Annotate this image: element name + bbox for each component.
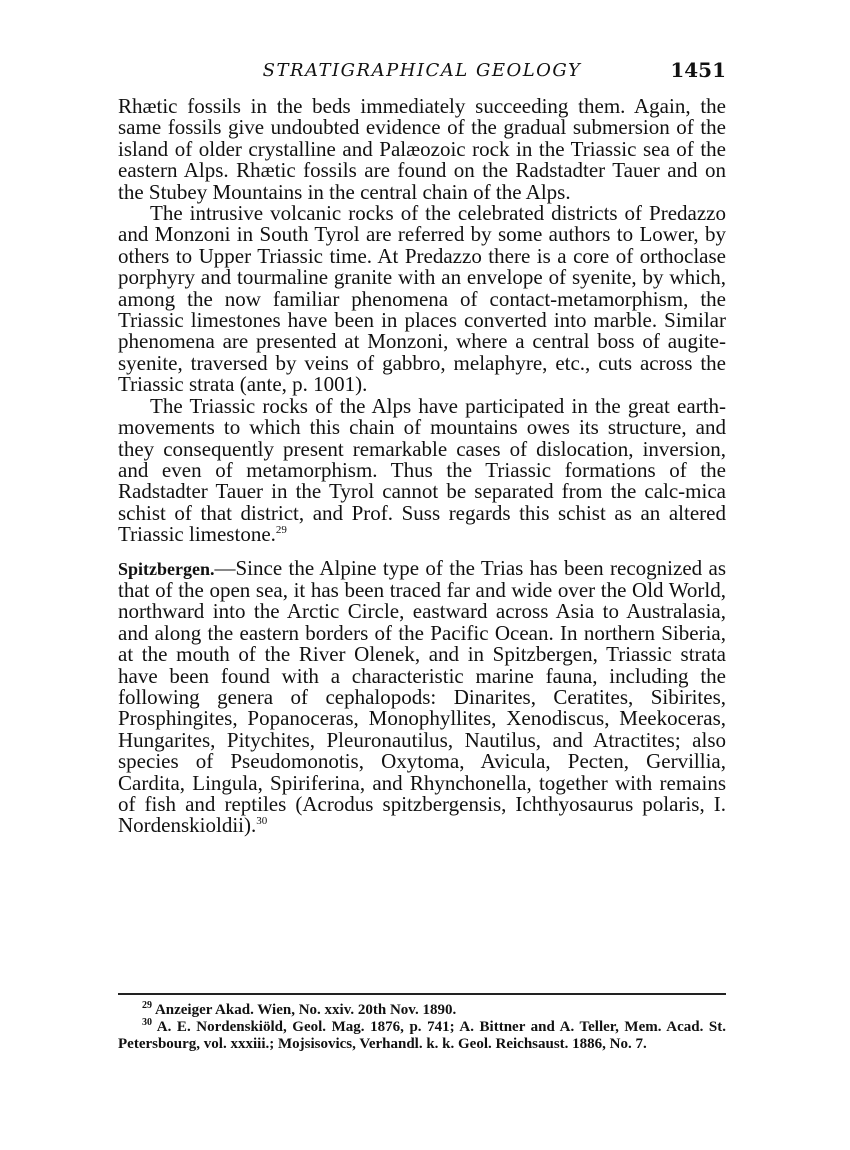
footnote-item — [118, 1002, 726, 1019]
paragraph-spitzbergen — [118, 555, 726, 838]
footnote-text: Anzeiger Akad. Wien, No. xxiv. 20th Nov. 1890. — [154, 1002, 457, 1018]
footnote-mark: 30 — [142, 1017, 152, 1028]
paragraph-predazzo-monzoni — [118, 203, 726, 396]
footnotes — [118, 1002, 726, 1053]
paragraph-rhaetic-continuation — [118, 96, 726, 203]
paragraph-alpine-earth-movements — [118, 393, 726, 547]
paragraph-text: The intrusive volcanic rocks of the celebrated districts of Predazzo and Monzoni in South Tyrol are referred by some authors to Lower, by others to Upper Triassic time. At Predazzo there is a core of orthoclase porphyry and tourmaline granite with an envelope of syenite, by which, among the now familiar phenomena of contact-metamorphism, the Triassic limestones have been in places converted into marble. Similar phenomena are presented at Monzoni, where a central boss of augite-syenite, traversed by veins of gabbro, melaphyre, etc., cuts across the Triassic strata (ante, p. 1001). — [118, 201, 726, 397]
footnote-reference[interactable]: 29 — [275, 524, 287, 537]
footnote-mark: 29 — [142, 1000, 152, 1011]
footnote-reference[interactable]: 30 — [256, 815, 268, 828]
page-header — [118, 60, 726, 90]
page-number: 1451 — [670, 58, 726, 82]
footnote-text: A. E. Nordenskiöld, Geol. Mag. 1876, p. 741; A. Bittner and A. Teller, Mem. Acad. St. Petersbourg, vol. xxxiii.; Mojsisovics, Verhandl. k. k. Geol. Reichsaust. 1886, No. 7. — [118, 1019, 726, 1052]
paragraph-text: Rhætic fossils in the beds immediately succeeding them. Again, the same fossils give undoubted evidence of the gradual submersion of the island of older crystalline and Palæozoic rock in the Triassic sea of the eastern Alps. Rhætic fossils are found on the Radstadter Tauer and on the Stubey Mountains in the central chain of the Alps. — [118, 94, 726, 204]
section-heading: Spitzbergen. — [118, 558, 215, 579]
footnote-item — [118, 1019, 726, 1053]
footnote-divider — [118, 993, 726, 995]
running-head: STRATIGRAPHICAL GEOLOGY — [262, 60, 582, 81]
paragraph-text: The Triassic rocks of the Alps have participated in the great earth-movements to which this chain of mountains owes its structure, and they consequently present remarkable cases of dislocation, inversion, and even of metamorphism. Thus the Triassic formations of the Radstadter Tauer in the Tyrol cannot be separated from the calc-mica schist of that district, and Prof. Suss regards this schist as an altered Triassic limestone. — [118, 393, 726, 547]
body-text — [118, 96, 726, 837]
paragraph-text: —Since the Alpine type of the Trias has been recognized as that of the open sea, it has been traced far and wide over the Old World, northward into the Arctic Circle, eastward across Asia to Australasia, and along the eastern borders of the Pacific Ocean. In northern Siberia, at the mouth of the River Olenek, and in Spitzbergen, Triassic strata have been found with a characteristic marine fauna, including the following genera of cephalopods: Dinarites, Ceratites, Sibirites, Prosphingites, Popanoceras, Monophyllites, Xenodiscus, Meekoceras, Hungarites, Pitychites, Pleuronautilus, Nautilus, and Atractites; also species of Pseudomonotis, Oxytoma, Avicula, Pecten, Gervillia, Cardita, Lingula, Spiriferina, and Rhynchonella, together with remains of fish and reptiles (Acrodus spitzbergensis, Ichthyosaurus polaris, I. Nordenskioldii). — [118, 555, 726, 838]
